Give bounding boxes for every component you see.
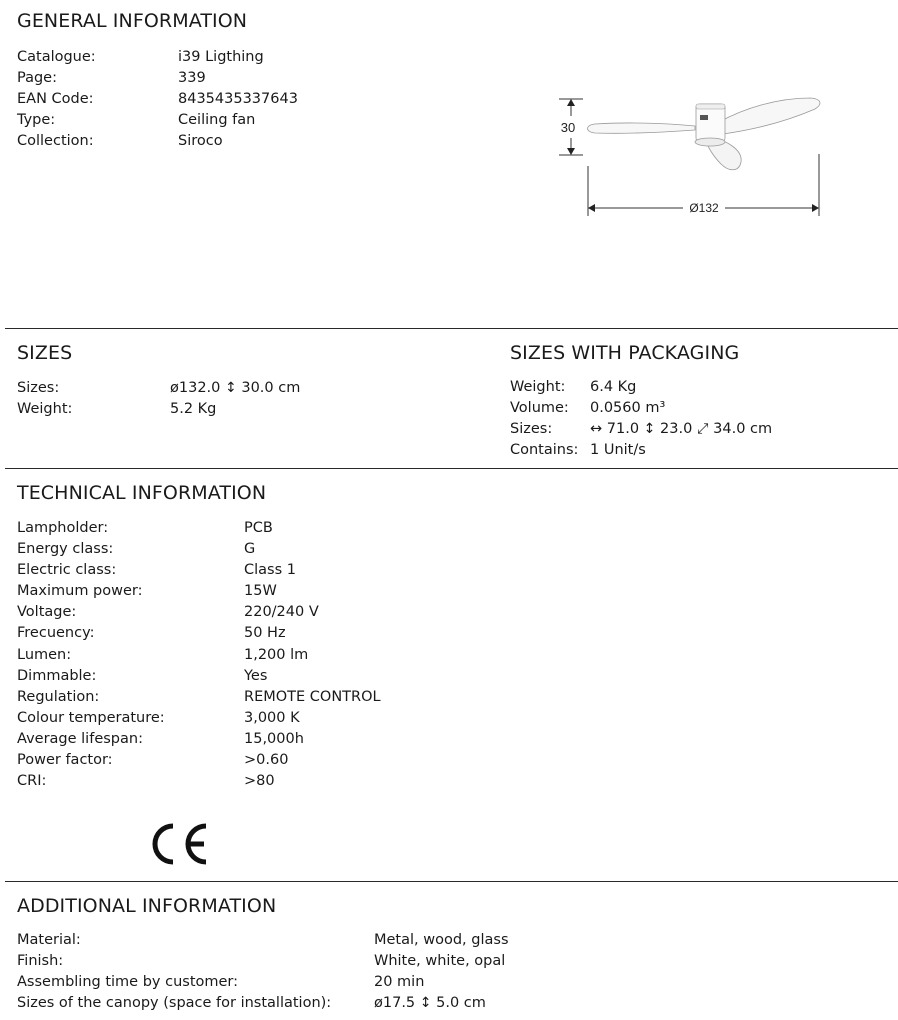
height-arrow-icon: ↕	[225, 380, 237, 396]
value: 6.4 Kg	[590, 379, 637, 395]
section-divider	[5, 468, 898, 469]
value: 15,000h	[244, 731, 304, 747]
label: Sizes of the canopy (space for installation):	[17, 995, 332, 1011]
width-arrow-icon: ↔	[590, 421, 603, 437]
fan-illustration	[588, 98, 820, 170]
section-divider	[5, 328, 898, 329]
sizes-heading: SIZES	[17, 342, 73, 364]
height-dimension	[559, 99, 583, 155]
value: >0.60	[244, 752, 289, 768]
value: Siroco	[178, 133, 223, 149]
value: 339	[178, 70, 206, 86]
label: Assembling time by customer:	[17, 974, 239, 990]
value: Ceiling fan	[178, 112, 256, 128]
label: Type:	[17, 112, 56, 128]
value-diameter: ø132.0	[170, 380, 221, 396]
value: 15W	[244, 583, 277, 599]
label: Lumen:	[17, 647, 72, 663]
label: Average lifespan:	[17, 731, 143, 747]
label: EAN Code:	[17, 91, 94, 107]
label: Voltage:	[17, 604, 77, 620]
value: 0.0560 m³	[590, 400, 666, 416]
label: Catalogue:	[17, 49, 96, 65]
value: 8435435337643	[178, 91, 298, 107]
height-label: 30	[560, 120, 576, 135]
value: White, white, opal	[374, 953, 506, 969]
value-width: 71.0	[606, 421, 640, 437]
label: Lampholder:	[17, 520, 109, 536]
value-height: 30.0 cm	[241, 380, 301, 396]
label: Material:	[17, 932, 81, 948]
label: Maximum power:	[17, 583, 143, 599]
value: PCB	[244, 520, 273, 536]
value-diameter: ø17.5	[374, 995, 416, 1011]
value: i39 Ligthing	[178, 49, 264, 65]
label: Colour temperature:	[17, 710, 165, 726]
value	[374, 993, 486, 1014]
general-information-heading: GENERAL INFORMATION	[17, 10, 248, 32]
value-height: 23.0	[660, 421, 693, 437]
label: Dimmable:	[17, 668, 97, 684]
value: 3,000 K	[244, 710, 300, 726]
label: Electric class:	[17, 562, 117, 578]
label: Contains:	[510, 442, 579, 458]
section-divider	[5, 881, 898, 882]
value: REMOTE CONTROL	[244, 689, 381, 705]
height-arrow-icon: ↕	[643, 421, 656, 437]
label: Energy class:	[17, 541, 114, 557]
depth-arrow-icon: ⤢	[696, 421, 709, 437]
ce-mark-icon	[148, 820, 212, 868]
product-dimension-drawing	[555, 92, 835, 222]
value-depth: 34.0 cm	[713, 421, 773, 437]
value	[590, 419, 772, 440]
packaging-heading: SIZES WITH PACKAGING	[510, 342, 740, 364]
label: Sizes:	[510, 421, 553, 437]
value: >80	[244, 773, 275, 789]
height-arrow-icon: ↕	[419, 995, 432, 1011]
value: 50 Hz	[244, 625, 286, 641]
label: Volume:	[510, 400, 569, 416]
value: 1,200 lm	[244, 647, 309, 663]
value: G	[244, 541, 256, 557]
value: Yes	[244, 668, 268, 684]
label: Power factor:	[17, 752, 113, 768]
value: 1 Unit/s	[590, 442, 646, 458]
label: Sizes:	[17, 380, 60, 396]
technical-information-heading: TECHNICAL INFORMATION	[17, 482, 267, 504]
value: Class 1	[244, 562, 296, 578]
label: Frecuency:	[17, 625, 95, 641]
value	[170, 378, 300, 399]
label: Weight:	[510, 379, 566, 395]
value: 5.2 Kg	[170, 401, 217, 417]
label: Weight:	[17, 401, 73, 417]
value: 220/240 V	[244, 604, 319, 620]
label: Page:	[17, 70, 57, 86]
diameter-label: Ø132	[689, 201, 719, 215]
label: CRI:	[17, 773, 47, 789]
value: 20 min	[374, 974, 425, 990]
additional-information-heading: ADDITIONAL INFORMATION	[17, 895, 277, 917]
diameter-dimension	[588, 154, 819, 216]
label: Finish:	[17, 953, 64, 969]
label: Collection:	[17, 133, 94, 149]
value: Metal, wood, glass	[374, 932, 509, 948]
label: Regulation:	[17, 689, 100, 705]
value-height: 5.0 cm	[436, 995, 486, 1011]
